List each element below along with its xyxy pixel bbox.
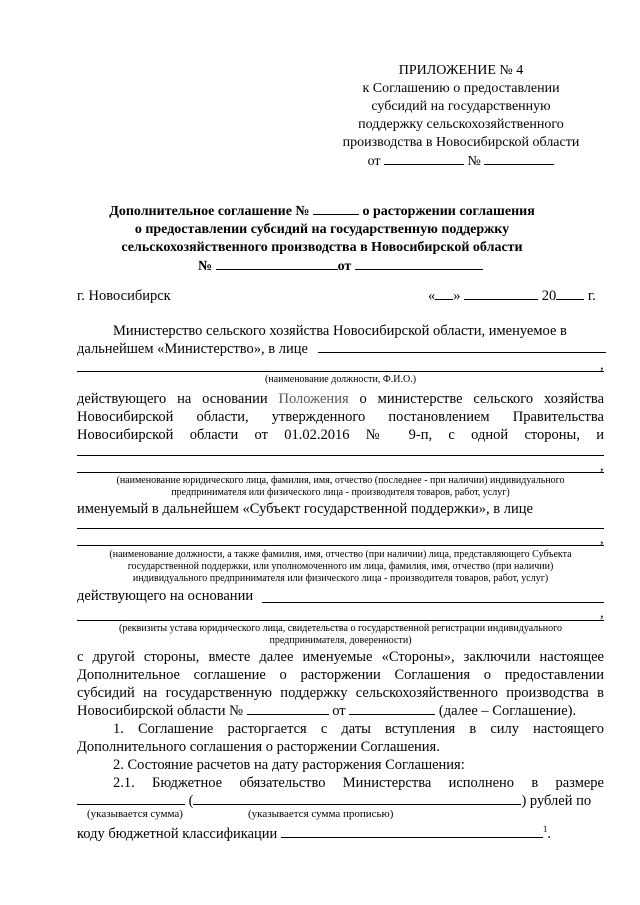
appendix-date-field[interactable]	[384, 152, 464, 165]
place: г. Новосибирск	[77, 288, 171, 304]
agreement-number-field[interactable]	[247, 702, 329, 715]
month-field[interactable]	[464, 287, 538, 300]
basis-field[interactable]	[262, 602, 604, 603]
para2-line2: Новосибирской области, утвержденного постановлением Правительства	[77, 409, 604, 425]
caption-sum-words: (указывается сумма прописью)	[248, 808, 394, 820]
year-field[interactable]	[556, 287, 584, 300]
ministry-rep-field[interactable]	[318, 352, 606, 353]
appendix-line: поддержку сельскохозяйственного	[358, 117, 564, 132]
item21-line3: коду бюджетной классификации $^1$.	[77, 824, 552, 842]
document-page: ПРИЛОЖЕНИЕ № 4 к Соглашению о предоставлении субсидий на государственную поддержку сельскохозяйственного производства в Новосибирской области от № Дополнительное соглашение № о расторжении соглашения о предоставлении субсидий на государственную поддержку сельскохозяйственного производства в Новосибирской области № от г. Новосибирск « » 20 г. Министерство сельского хозяйства Новосибирской области, именуемое в дальнейшем «Министерство», в лице , (наименование должности, Ф.И.О.) действующего на основании Положения о министерстве сельского хозяйства Новосибирской области, утвержденного постановлением Правительства Новосибирской области от 01.02.2016 № 9-п, с одной стороны, и , (наименование юридического лица, фамилия, имя, отчество (последнее - при наличии) индивидуального предпринимателя или физического лица - производителя товаров, работ, услуг) именуемый в дальнейшем «Субъект государственной поддержки», в лице , (наименование должности, а также фамилия, имя, отчество (при наличии) лица, представляющего Субъекта государственной поддержки, или уполномоченного им лица, фамилия, имя, отчество (при наличии) индивидуального предпринимателя или физического лица - производителя товаров, работ, услуг) действующего на основании , (реквизиты устава юридического лица, свидетельства о государственной регистрации индивидуального предпринимателя, доверенности) с другой стороны, вместе далее именуемые «Стороны», заключили настоящее Дополнительное соглашение о расторжении Соглашения о предоставлении субсидий на государственную поддержку сельскохозяйственного производства в Новосибирской области № от (далее – Соглашение). 1. Соглашение расторгается с даты вступления в силу настоящего Дополнительного соглашения о расторжении Соглашения. 2. Состояние расчетов на дату расторжения Соглашения: 2.1. Бюджетное обязательство Министерства исполнено в размере ( ) рублей по (указывается сумма) (указывается сумма прописью) коду бюджетной классификации $^1$.	[77, 63, 605, 842]
document-title: Дополнительное соглашение № о расторжении соглашения о предоставлении субсидий на государственную поддержку сельскохозяйственного производства в Новосибирской области № от	[109, 204, 535, 274]
caption-subject3: индивидуального предпринимателя или физического лица - производителя товаров, работ, услуг)	[132, 573, 549, 584]
para1-line1: Министерство сельского хозяйства Новосибирской области, именуемое в	[113, 323, 567, 339]
title-number-field[interactable]	[313, 202, 359, 215]
appendix-title: ПРИЛОЖЕНИЕ № 4	[398, 63, 524, 78]
sum-field[interactable]	[77, 792, 185, 805]
appendix-line: субсидий на государственную	[371, 99, 551, 114]
basis-field2[interactable]	[77, 620, 604, 621]
ministry-rep-field2[interactable]	[77, 371, 604, 372]
day-field[interactable]	[435, 287, 453, 300]
para2-line1: действующего на основании Положения о министерстве сельского хозяйства	[77, 391, 605, 407]
subject-rep-field2[interactable]	[77, 545, 604, 546]
para3-line1: именуемый в дальнейшем «Субъект государственной поддержки», в лице	[77, 501, 533, 517]
caption-entity2: предпринимателя или физического лица - производителя товаров, работ, услуг)	[171, 487, 510, 498]
caption-subject2: государственной поддержки, или уполномоченного им лица, фамилия, имя, отчество (при наличии)	[127, 561, 554, 572]
appendix-block	[318, 62, 604, 171]
entity-field[interactable]	[77, 455, 604, 456]
date-line: « » 20 г.	[428, 288, 596, 304]
item1-line1: 1. Соглашение расторгается с даты вступления в силу настоящего	[113, 721, 604, 737]
item2-line: 2. Состояние расчетов на дату расторжения Соглашения:	[113, 757, 465, 773]
title-date-field[interactable]	[355, 257, 483, 270]
para5-line3: субсидий на государственную поддержку сельскохозяйственного производства в	[77, 685, 604, 701]
item1-line2: Дополнительного соглашения о расторжении Соглашения.	[77, 739, 440, 755]
caption-subject1: (наименование должности, а также фамилия, имя, отчество (при наличии) лица, представляющего Субъекта	[109, 549, 572, 560]
appendix-line: к Соглашению о предоставлении	[362, 81, 560, 96]
caption-sum: (указывается сумма)	[87, 808, 183, 820]
appendix-line: производства в Новосибирской области	[342, 135, 580, 150]
caption-basis1: (реквизиты устава юридического лица, свидетельства о государственной регистрации индивидуального	[118, 623, 562, 634]
subject-rep-field[interactable]	[77, 528, 604, 529]
sum-words-field[interactable]	[193, 792, 521, 805]
para5-line1: с другой стороны, вместе далее именуемые «Стороны», заключили настоящее	[77, 649, 604, 665]
para4-line1: действующего на основании	[77, 588, 254, 604]
appendix-from-line: от №	[318, 152, 604, 171]
entity-field2[interactable]	[77, 472, 604, 473]
item21-line1: 2.1. Бюджетное обязательство Министерства исполнено в размере	[113, 775, 604, 791]
para2-line3: Новосибирской области от 01.02.2016 № 9-п, с одной стороны, и	[77, 427, 604, 443]
title-number2-field[interactable]	[216, 257, 338, 270]
agreement-date-field[interactable]	[349, 702, 435, 715]
caption-basis2: предпринимателя, доверенности)	[269, 635, 412, 646]
item21-line2: ( ) рублей по	[77, 792, 591, 810]
caption-entity1: (наименование юридического лица, фамилия, имя, отчество (последнее - при наличии) индивидуального	[116, 475, 565, 486]
para5-line2: Дополнительное соглашение о расторжении Соглашения о предоставлении	[77, 667, 604, 683]
caption-position: (наименование должности, Ф.И.О.)	[264, 374, 417, 385]
kbk-field[interactable]	[281, 825, 543, 838]
appendix-number-field[interactable]	[484, 152, 554, 165]
footnote-mark: 1	[542, 824, 548, 834]
para1-line2: дальнейшем «Министерство», в лице	[77, 341, 308, 357]
para5-line4: Новосибирской области № от (далее – Соглашение).	[77, 703, 577, 719]
